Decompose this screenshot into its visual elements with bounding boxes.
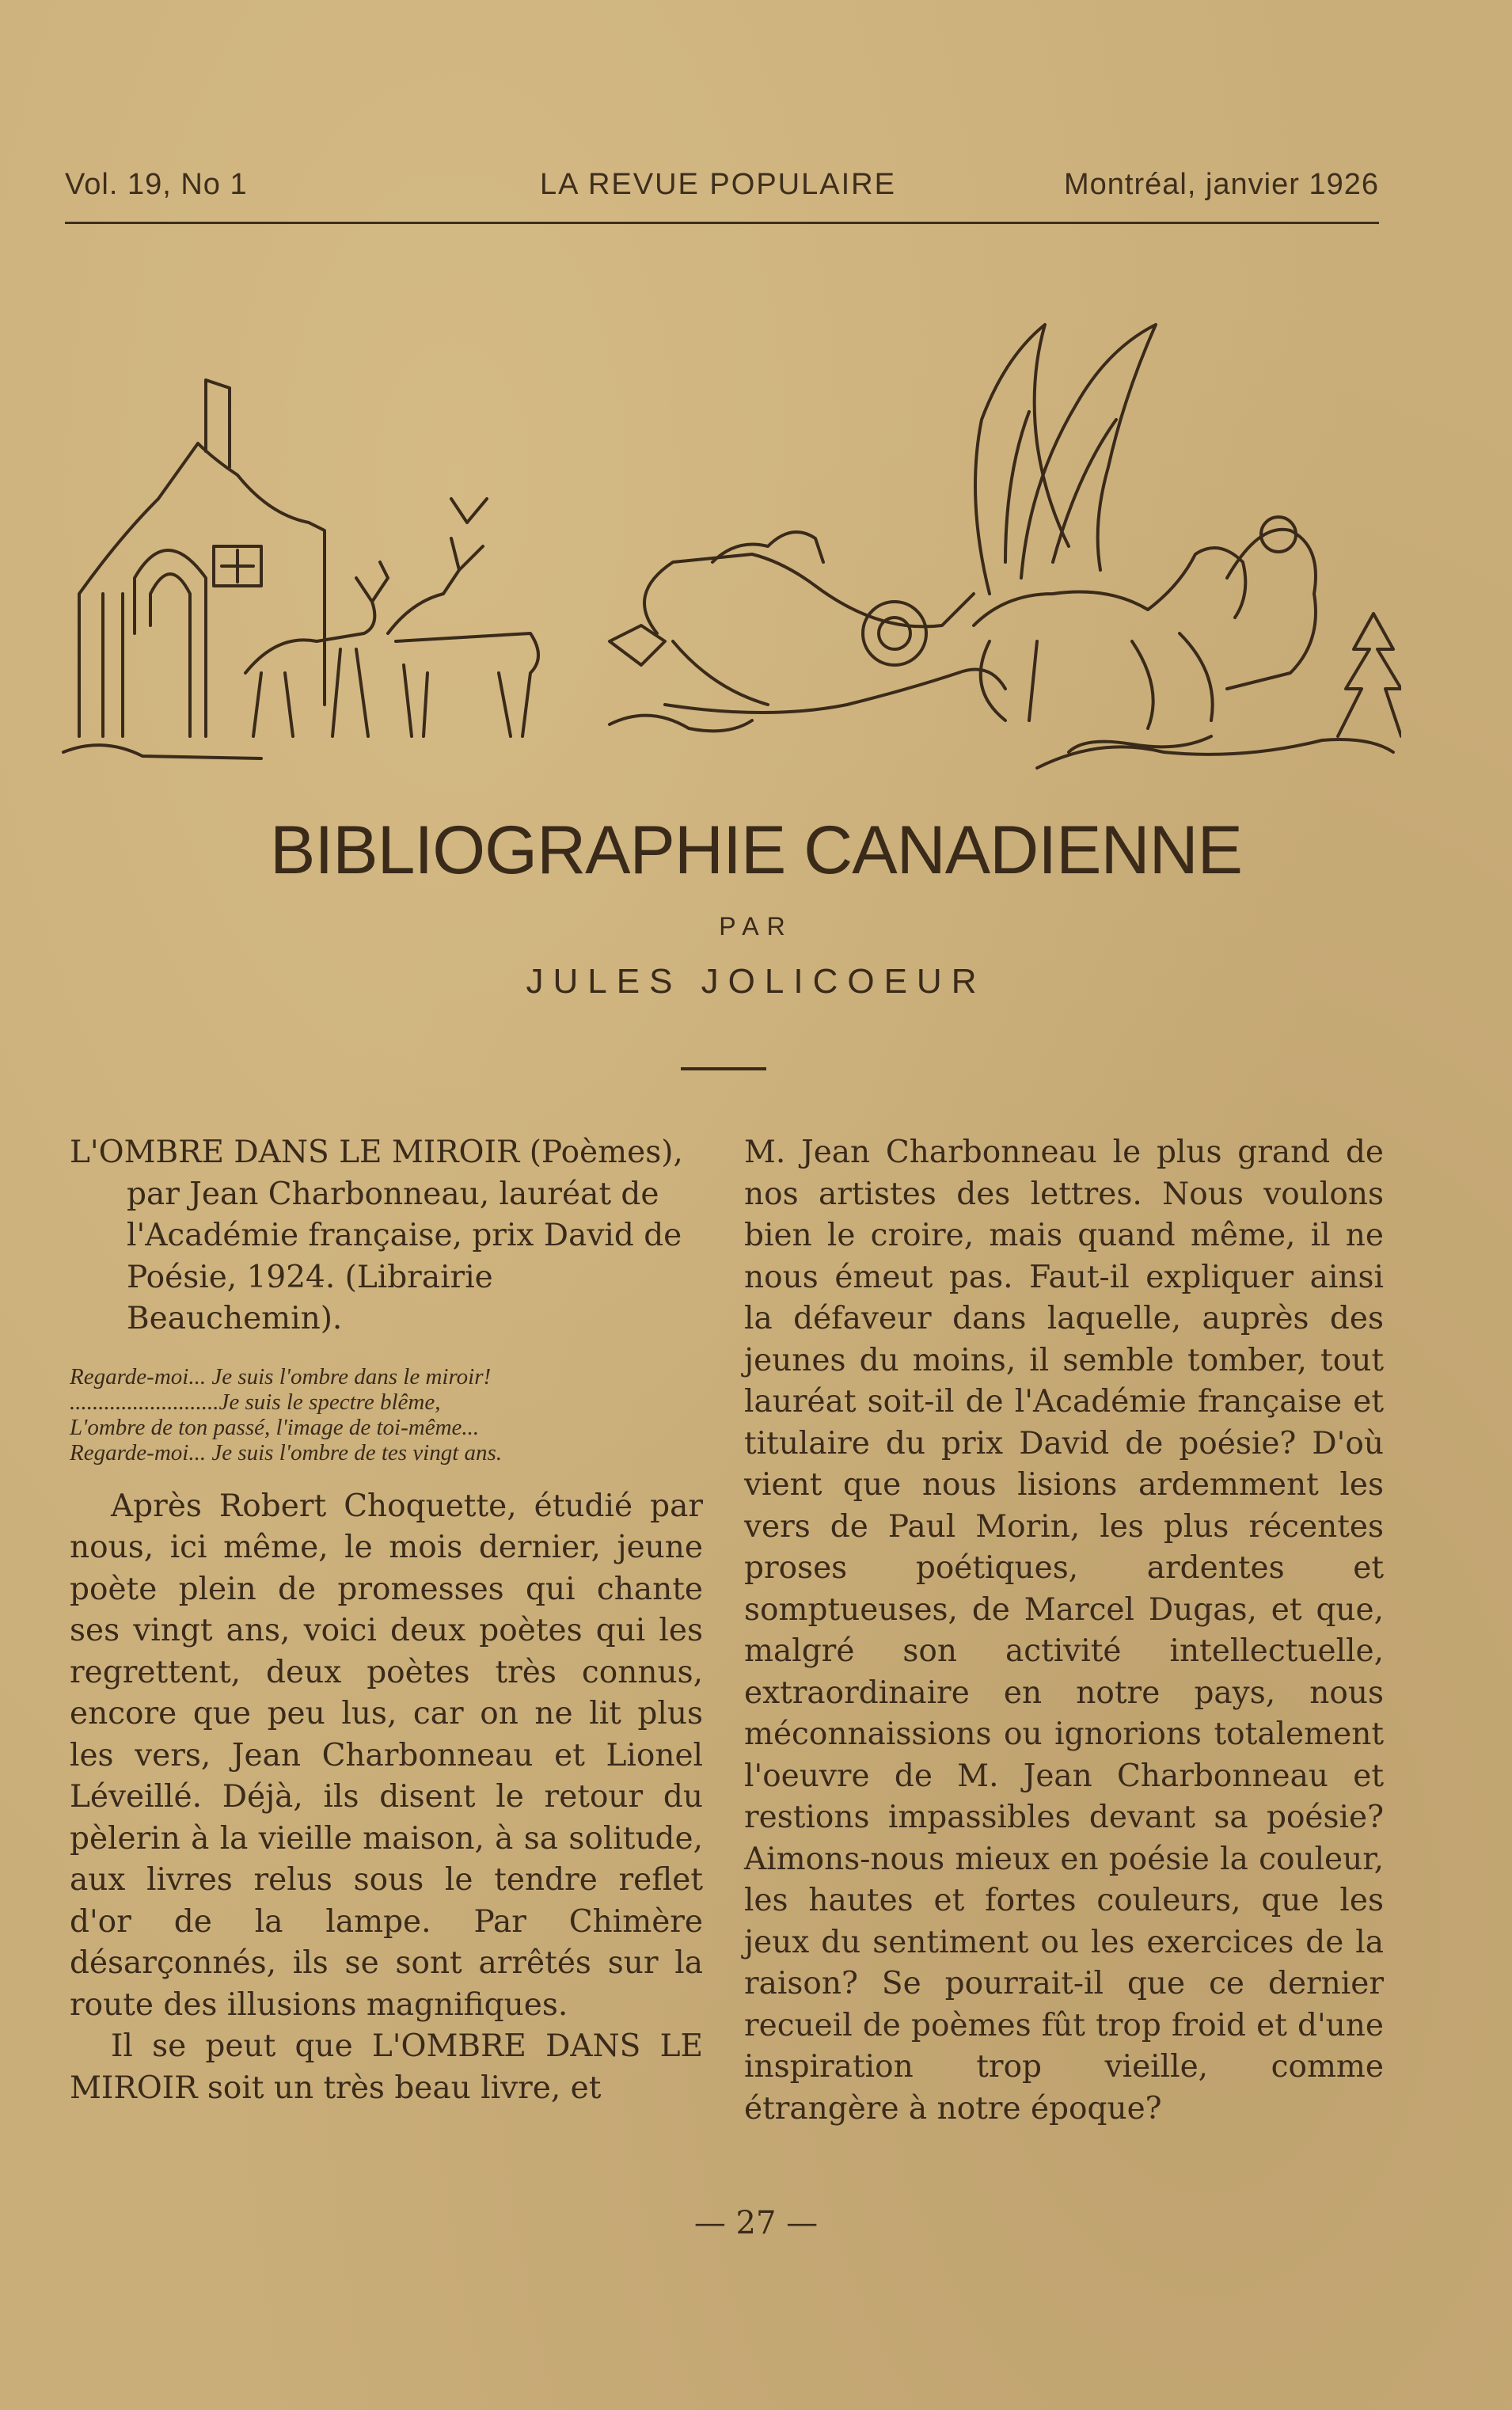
epigraph-line: L'ombre de ton passé, l'image de toi-même... [70,1414,480,1440]
article-author: JULES JOLICOEUR [526,962,986,1001]
page-number: — 27 — [693,2205,819,2241]
ground-mid [610,716,752,732]
epigraph-line: ..........................Je suis le spectre blême, [70,1389,441,1415]
header-rule [65,222,1379,224]
review-heading: L'OMBRE DANS LE MIROIR (Poèmes), par Jean Charbonneau, lauréat de l'Académie française, prix David de Poésie, 1924. (Librairie Beauchemin). [70,1135,683,1336]
issue-date: Montréal, janvier 1926 [1064,168,1379,201]
epigraph-line: Regarde-moi... Je suis l'ombre dans le miroir! [70,1363,492,1389]
paragraph: M. Jean Charbonneau le plus grand de nos artistes des lettres. Nous voulons bien le croire, mais quand même, il ne nous émeut pas. Faut-il expliquer ainsi la défaveur dans laquelle, auprès des jeunes du moins, il semble tomber, tout lauréat soit-il de l'Académie française et titulaire du prix David de poésie? D'où vient que nous lisions ardemment les vers de Paul Morin, les plus récentes proses poétiques, ardentes et somptueuses, de Marcel Dugas, et que, malgré son activité intellectuelle, extraordinaire en notre pays, nous méconnaissions ou ignorions totalement l'oeuvre de M. Jean Charbonneau et restions impassibles devant sa poésie? Aimons-nous mieux en poésie la couleur, les hautes et fortes couleurs, que les jeux du sentiment ou les exercices de la raison? Se pourrait-il que ce dernier recueil de poèmes fût trop froid et d'une inspiration trop vieille, comme étrangère à notre époque? [744,1135,1384,2127]
magazine-name: LA REVUE POPULAIRE [540,168,896,201]
sleigh-illustration [55,261,1401,784]
title-rule [681,1067,766,1070]
epigraph-line: Regarde-moi... Je suis l'ombre de tes vingt ans. [70,1439,503,1465]
running-header [65,168,1379,215]
ground-left [63,745,261,758]
left-column [70,1132,703,2109]
paragraph: Après Robert Choquette, étudié par nous, ici même, le mois dernier, jeune poète plein de promesses qui chante ses vingt ans, voici deux poètes qui les regrettent, deux poètes très connus, encore que peu lus, car on ne lit plus les vers, Jean Charbonneau et Lionel Léveillé. Déjà, ils disent le retour du pèlerin à la vieille maison, à sa solitude, aux livres relus sous le tendre reflet d'or de la lampe. Par Chimère désarçonnés, ils se sont arrêtés sur la route des illusions magnifiques. [70,1488,703,2023]
byline-par: PAR [719,912,793,941]
right-column [744,1132,1384,2130]
epigraph [70,1364,703,1465]
volume-number: Vol. 19, No 1 [65,168,248,201]
article-title: BIBLIOGRAPHIE CANADIENNE [269,812,1243,888]
paragraph: Il se peut que L'OMBRE DANS LE MIROIR soit un très beau livre, et [70,2028,703,2106]
